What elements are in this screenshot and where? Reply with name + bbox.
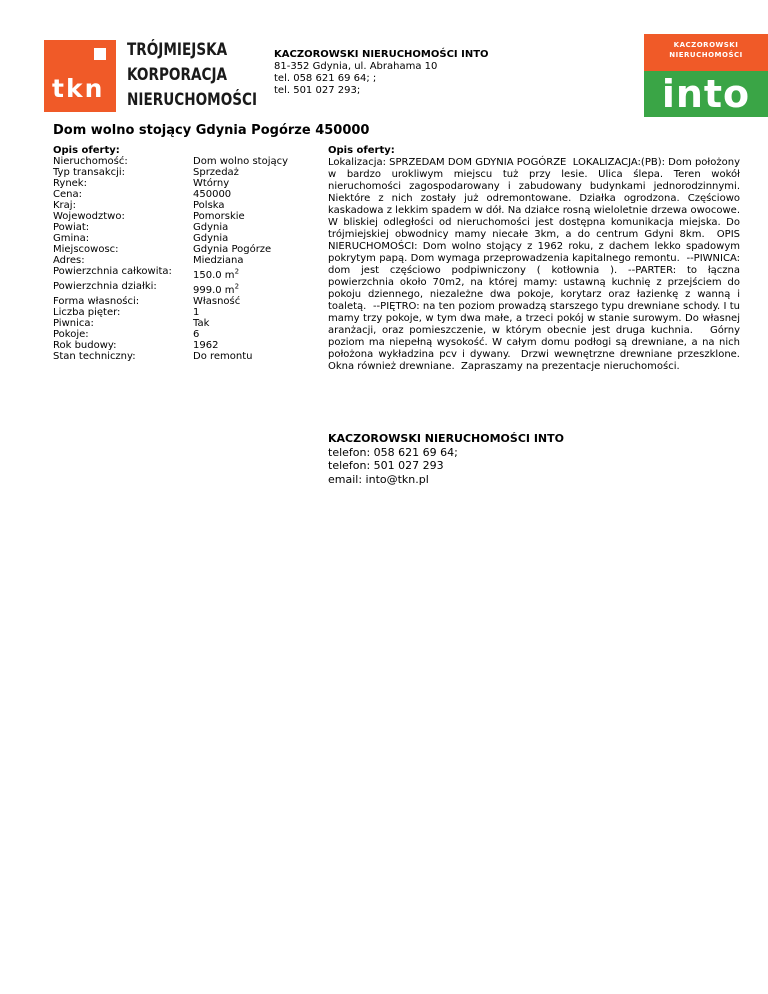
into-logo-line-2: NIERUCHOMOŚCI (669, 51, 743, 59)
field-value: 1962 (193, 340, 219, 351)
agency-name: KACZOROWSKI NIERUCHOMOŚCI INTO (274, 49, 489, 60)
field-label: Typ transakcji: (53, 167, 126, 178)
field-value (193, 267, 240, 281)
field-value: Własność (193, 296, 241, 307)
field-label: Liczba pięter: (53, 307, 121, 318)
field-label: Adres: (53, 255, 85, 266)
field-value: Wtórny (193, 178, 230, 189)
field-row (53, 189, 293, 200)
field-row (53, 167, 293, 178)
field-row (53, 178, 293, 189)
field-label: Rynek: (53, 178, 87, 189)
agency-address: 81-352 Gdynia, ul. Abrahama 10 (274, 61, 438, 72)
tkn-logo (44, 40, 258, 112)
details-list (53, 156, 293, 362)
contact-email: email: into@tkn.pl (328, 472, 429, 486)
field-value: Do remontu (193, 351, 253, 362)
tkn-name-line-1: TRÓJMIEJSKA (127, 40, 228, 60)
tkn-logo-letters: tkn (52, 74, 105, 103)
field-label: Powiat: (53, 222, 90, 233)
field-row (53, 318, 293, 329)
field-row (53, 296, 293, 307)
field-row (53, 281, 293, 296)
field-label: Stan techniczny: (53, 351, 136, 362)
field-value: Pomorskie (193, 211, 245, 222)
field-value: Gdynia Pogórze (193, 244, 272, 255)
into-logo-banner (644, 34, 768, 71)
tkn-logo-name (127, 38, 258, 113)
field-row (53, 340, 293, 351)
field-value-text: 150.0 m (193, 270, 235, 281)
logo-square-icon (94, 48, 106, 60)
tkn-logo-mark (44, 40, 116, 112)
agency-header (274, 49, 489, 97)
description-heading: Opis oferty: (328, 145, 395, 156)
into-logo-word: into (661, 72, 751, 116)
field-label: Powierzchnia całkowita: (53, 266, 172, 277)
field-label: Rok budowy: (53, 340, 117, 351)
agency-tel-1: tel. 058 621 69 64; ; (274, 73, 377, 84)
field-row (53, 329, 293, 340)
offer-description: Lokalizacja: SPRZEDAM DOM GDYNIA POGÓRZE LOKALIZACJA:(PB): Dom położony w bardzo urokliwym miejscu tuż przy lesie. Ulica ślepa. Teren wokół nieruchomości zagospodarowany i zabudowany budynkami jednorodzinnymi. Niektóre z nich zostały już odremontowane. Działka ogrodzona. Częściowo kaskadowa z lekkim spadem w dół. Na działce rosną wieloletnie drzewa owocowe. W bliskiej odległości od nieruchomości jest dostępna komunikacja miejska. Do trójmiejskiej obwodnicy mamy niecałe 3km, a do centrum Gdyni 8km. OPIS NIERUCHOMOŚCI: Dom wolno stojący z 1962 roku, z dachem lekko spadowym pokrytym papą. Dom wymaga przeprowadzenia kapitalnego remontu. --PIWNICA: dom jest częściowo podpiwniczony ( kotłownia ). --PARTER: to łączna powierzchnia około 70m2, na której mamy: ustawną kuchnię z przejściem do pokoju dziennego, niezależne dwa pokoje, korytarz oraz łazienkę z wanną i toaletą. --PIĘTRO: na ten poziom prowadzą starszego typu drewniane schody. I tu mamy trzy pokoje, w tym dwa małe, a trzeci pokój w stanie surowym. Do własnej aranżacji, oraz pomieszczenie, w którym obecnie jest druga kuchnia. Górny poziom ma niepełną wysokość. W całym domu podłogi są drewniane, a na nich położona wykładzina pcv i dywany. Drzwi wewnętrzne drewniane przeszklone. Okna również drewniane. Zapraszamy na prezentacje nieruchomości. (328, 157, 744, 372)
field-label: Forma własności: (53, 296, 140, 307)
field-row (53, 233, 293, 244)
field-value-text: 999.0 m (193, 285, 235, 296)
into-logo (644, 34, 768, 117)
field-label: Pokoje: (53, 329, 89, 340)
field-label: Kraj: (53, 200, 76, 211)
contact-block (328, 432, 564, 486)
field-row (53, 244, 293, 255)
field-value: Dom wolno stojący (193, 156, 289, 167)
field-value: 450000 (193, 189, 232, 200)
field-label: Miejscowosc: (53, 244, 119, 255)
field-value: Tak (193, 318, 210, 329)
field-row (53, 351, 293, 362)
field-label: Cena: (53, 189, 82, 200)
field-row (53, 255, 293, 266)
field-value: Polska (193, 200, 225, 211)
field-value: Gdynia (193, 233, 229, 244)
field-value: Sprzedaż (193, 167, 239, 178)
field-label: Gmina: (53, 233, 90, 244)
unit-superscript: 2 (234, 267, 240, 276)
tkn-name-line-2: KORPORACJA (127, 65, 228, 85)
field-row (53, 200, 293, 211)
field-value (193, 282, 240, 296)
field-label: Nieruchomość: (53, 156, 128, 167)
field-row (53, 266, 293, 281)
page-title: Dom wolno stojący Gdynia Pogórze 450000 (53, 123, 370, 138)
unit-superscript: 2 (234, 282, 240, 291)
field-value: Gdynia (193, 222, 229, 233)
tkn-name-line-3: NIERUCHOMOŚCI (127, 90, 258, 110)
field-label: Powierzchnia działki: (53, 281, 157, 292)
field-row (53, 222, 293, 233)
agency-tel-2: tel. 501 027 293; (274, 85, 361, 96)
into-logo-line-1: KACZOROWSKI (673, 41, 739, 49)
field-row (53, 156, 293, 167)
contact-phone-2: telefon: 501 027 293 (328, 459, 444, 472)
field-label: Piwnica: (53, 318, 94, 329)
contact-name: KACZOROWSKI NIERUCHOMOŚCI INTO (328, 432, 564, 445)
field-value: 1 (193, 307, 200, 318)
field-value: Miedziana (193, 255, 244, 266)
field-label: Wojewodztwo: (53, 211, 125, 222)
field-row (53, 211, 293, 222)
details-heading: Opis oferty: (53, 145, 120, 156)
field-value: 6 (193, 329, 200, 340)
contact-phone-1: telefon: 058 621 69 64; (328, 445, 458, 459)
field-row (53, 307, 293, 318)
into-logo-body (644, 71, 768, 117)
